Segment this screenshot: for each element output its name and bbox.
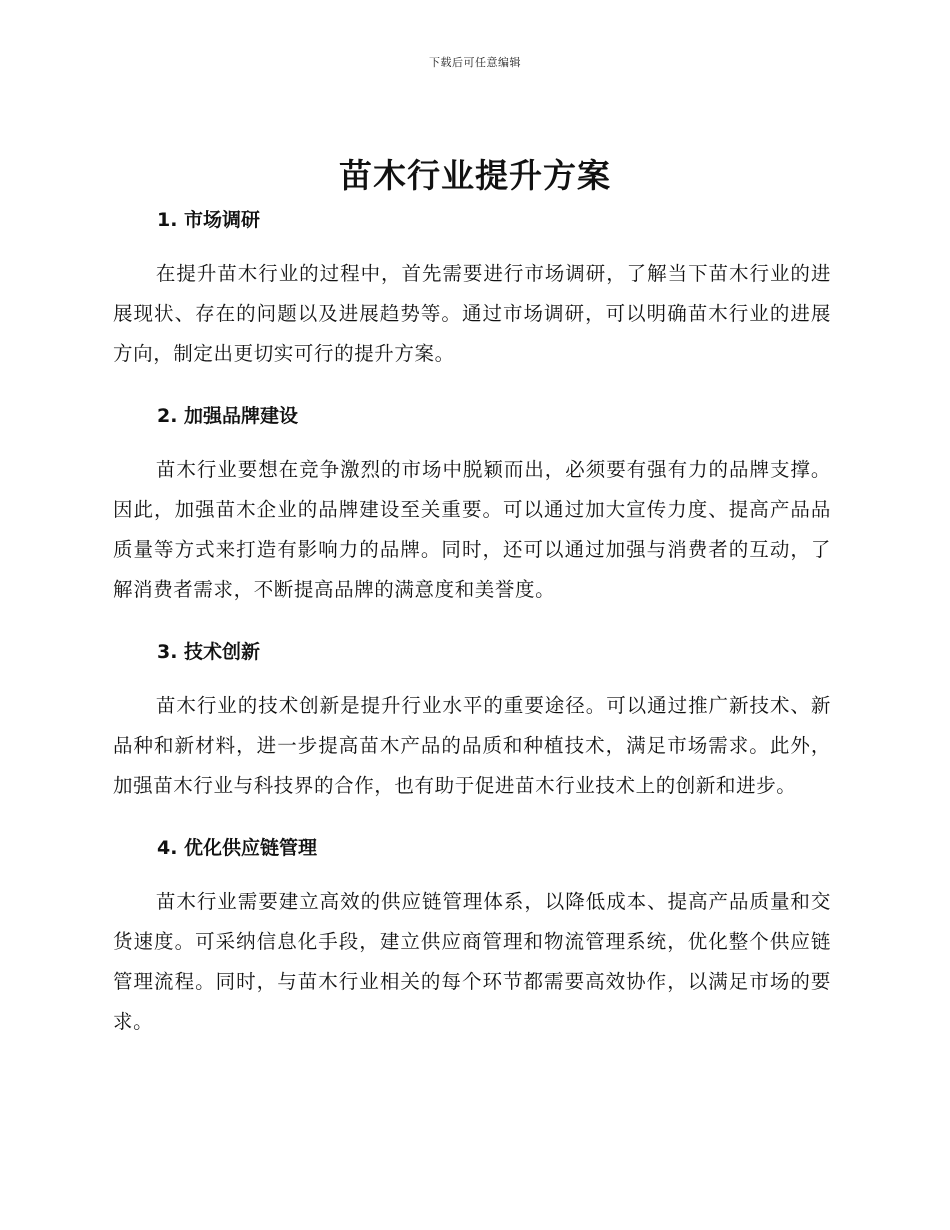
section-body: 在提升苗木行业的过程中，首先需要进行市场调研，了解当下苗木行业的进展现状、存在的问题以及进展趋势等。通过市场调研，可以明确苗木行业的进展方向，制定出更切实可行的提升方案。 — [113, 262, 831, 365]
document-title: 苗木行业提升方案 — [339, 156, 611, 195]
section-supply-chain — [113, 831, 831, 1042]
header-note: 下载后可任意编辑 — [429, 56, 521, 69]
section-heading: 3. 技术创新 — [157, 641, 261, 663]
section-heading: 1. 市场调研 — [157, 209, 261, 231]
section-tech-innovation — [113, 635, 831, 806]
section-market-research — [113, 203, 831, 374]
section-body: 苗木行业要想在竞争激烈的市场中脱颖而出，必须要有强有力的品牌支撑。因此，加强苗木企业的品牌建设至关重要。可以通过加大宣传力度、提高产品品质量等方式来打造有影响力的品牌。同时，还可以通过加强与消费者的互动，了解消费者需求，不断提高品牌的满意度和美誉度。 — [113, 458, 831, 601]
section-heading: 2. 加强品牌建设 — [157, 405, 299, 427]
section-brand-building — [113, 399, 831, 610]
section-body: 苗木行业需要建立高效的供应链管理体系，以降低成本、提高产品质量和交货速度。可采纳信息化手段，建立供应商管理和物流管理系统，优化整个供应链管理流程。同时，与苗木行业相关的每个环节都需要高效协作，以满足市场的要求。 — [113, 890, 831, 1033]
section-body: 苗木行业的技术创新是提升行业水平的重要途径。可以通过推广新技术、新品种和新材料，进一步提高苗木产品的品质和种植技术，满足市场需求。此外，加强苗木行业与科技界的合作，也有助于促进苗木行业技术上的创新和进步。 — [113, 694, 831, 797]
section-heading: 4. 优化供应链管理 — [157, 837, 318, 859]
document-content — [113, 203, 831, 1067]
